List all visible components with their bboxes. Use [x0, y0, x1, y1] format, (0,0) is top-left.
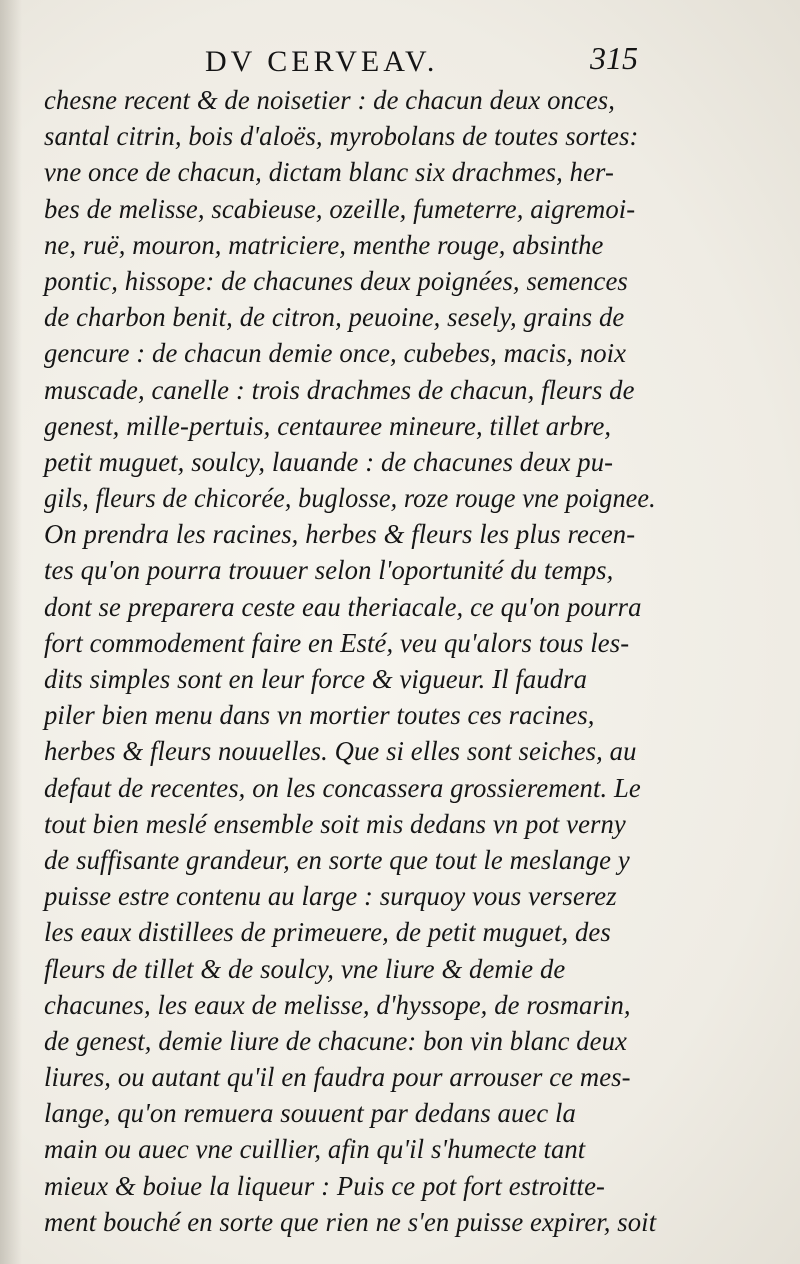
- page-number: 315: [590, 40, 638, 76]
- text-line: ment bouché en sorte que rien ne s'en puisse expirer, soit: [44, 1206, 657, 1237]
- text-line: ne, ruë, mouron, matriciere, menthe rouge, absinthe: [44, 229, 604, 260]
- text-line: gils, fleurs de chicorée, buglosse, roze rouge vne poignee.: [44, 483, 656, 514]
- text-line: genest, mille-pertuis, centauree mineure, tillet arbre,: [44, 410, 612, 441]
- text-line: petit muguet, soulcy, lauande : de chacunes deux pu-: [44, 446, 614, 477]
- text-line: vne once de chacun, dictam blanc six drachmes, her-: [44, 157, 614, 188]
- body-text: [44, 82, 664, 1240]
- page-gutter-shadow: [0, 0, 22, 1264]
- text-line: liures, ou autant qu'il en faudra pour arrouser ce mes-: [44, 1062, 631, 1093]
- text-line: les eaux distillees de primeuere, de petit muguet, des: [44, 917, 611, 948]
- text-line: bes de melisse, scabieuse, ozeille, fumeterre, aigremoi-: [44, 193, 636, 224]
- text-line: muscade, canelle : trois drachmes de chacun, fleurs de: [44, 374, 635, 405]
- text-line: chacunes, les eaux de melisse, d'hyssope, de rosmarin,: [44, 989, 631, 1020]
- text-line: santal citrin, bois d'aloës, myrobolans de toutes sortes:: [44, 121, 639, 152]
- text-line: de charbon benit, de citron, peuoine, sesely, grains de: [44, 302, 625, 333]
- text-line: piler bien menu dans vn mortier toutes ces racines,: [44, 700, 595, 731]
- text-line: chesne recent & de noisetier : de chacun deux onces,: [44, 85, 616, 115]
- text-line: dits simples sont en leur force & vigueur. Il faudra: [44, 664, 588, 694]
- text-line: herbes & fleurs nouuelles. Que si elles sont seiches, au: [44, 736, 637, 767]
- text-line: de genest, demie liure de chacune: bon vin blanc deux: [44, 1025, 627, 1056]
- text-line: tes qu'on pourra trouuer selon l'oportunité du temps,: [44, 555, 614, 586]
- text-line: dont se preparera ceste eau theriacale, ce qu'on pourra: [44, 591, 642, 622]
- text-line: mieux & boiue la liqueur : Puis ce pot fort estroitte-: [44, 1170, 605, 1201]
- text-line: pontic, hissope: de chacunes deux poignées, semences: [44, 265, 628, 296]
- running-head: DV CERVEAV.: [205, 45, 439, 78]
- text-line: lange, qu'on remuera souuent par dedans auec la: [44, 1098, 576, 1129]
- text-line: gencure : de chacun demie once, cubebes, macis, noix: [44, 338, 627, 369]
- text-line: de suffisante grandeur, en sorte que tout le meslange y: [44, 844, 630, 875]
- text-line: tout bien meslé ensemble soit mis dedans vn pot verny: [44, 808, 626, 839]
- text-line: puisse estre contenu au large : surquoy vous verserez: [44, 881, 617, 912]
- text-line: main ou auec vne cuillier, afin qu'il s'humecte tant: [44, 1134, 586, 1165]
- page-header: [0, 42, 800, 82]
- text-line: On prendra les racines, herbes & fleurs les plus recen-: [44, 519, 636, 550]
- text-line: fleurs de tillet & de soulcy, vne liure & demie de: [44, 953, 566, 984]
- text-line: fort commodement faire en Esté, veu qu'alors tous les-: [44, 627, 630, 658]
- text-line: defaut de recentes, on les concassera grossierement. Le: [44, 772, 641, 803]
